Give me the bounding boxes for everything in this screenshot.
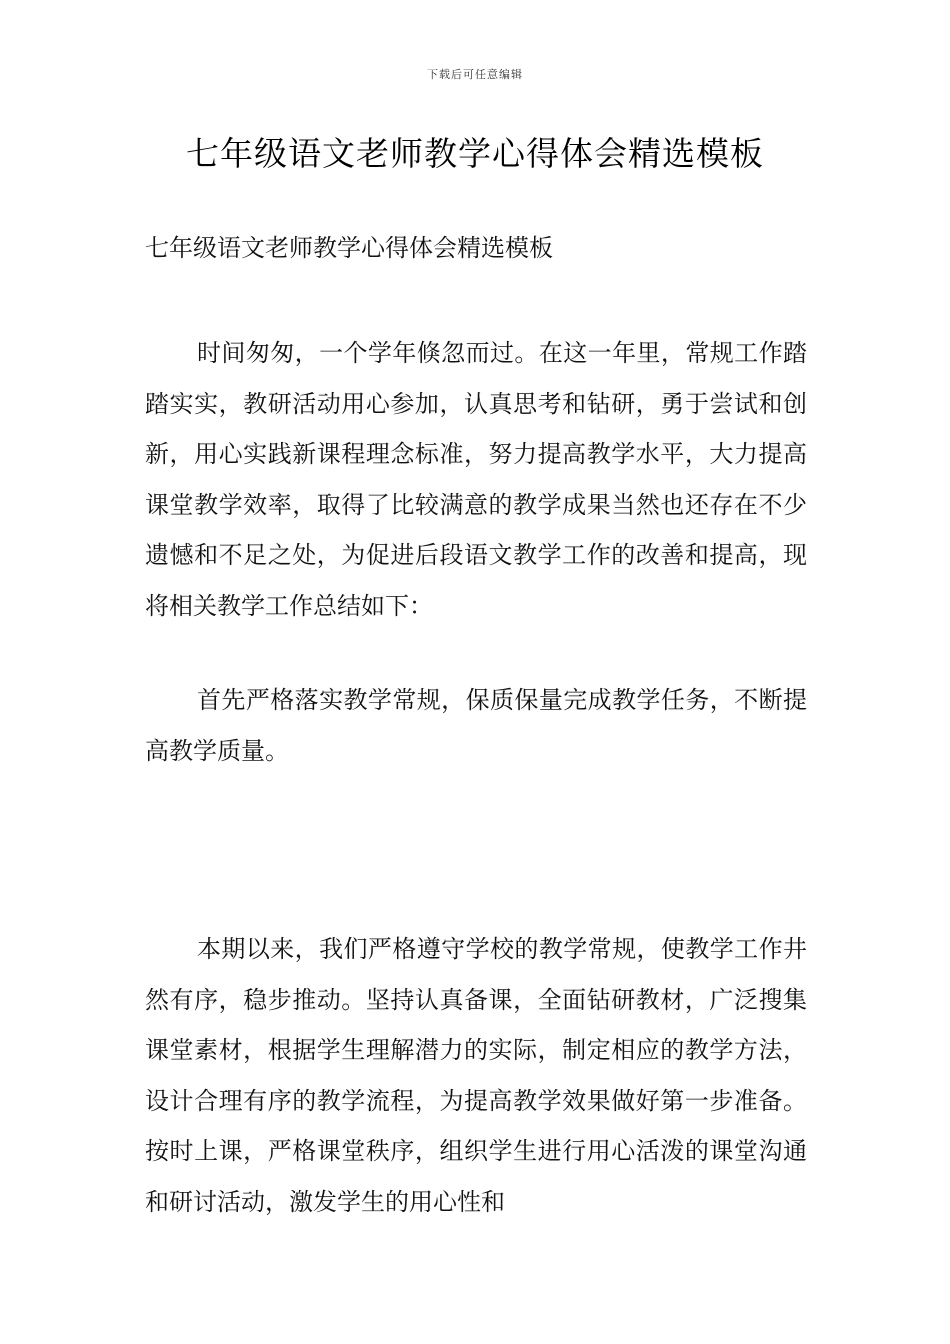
- document-subtitle: 七年级语文老师教学心得体会精选模板: [145, 234, 553, 262]
- body-paragraph: 首先严格落实教学常规，保质保量完成教学任务，不断提高教学质量。: [145, 686, 807, 765]
- body-paragraph: 时间匆匆，一个学年倏忽而过。在这一年里，常规工作踏踏实实，教研活动用心参加，认真思考和钻研，勇于尝试和创新，用心实践新课程理念标准，努力提高教学水平，大力提高课堂教学效率，取得了比较满意的教学成果当然也还存在不少遗憾和不足之处，为促进后段语文教学工作的改善和提高，现将相关教学工作总结如下：: [145, 339, 807, 620]
- document-title: 七年级语文老师教学心得体会精选模板: [186, 134, 764, 173]
- body-paragraph: 本期以来，我们严格遵守学校的教学常规，使教学工作井然有序，稳步推动。坚持认真备课，全面钻研教材，广泛搜集课堂素材，根据学生理解潜力的实际，制定相应的教学方法，设计合理有序的教学流程，为提高教学效果做好第一步准备。按时上课，严格课堂秩序，组织学生进行用心活泼的课堂沟通和研讨活动，激发学生的用心性和: [145, 935, 807, 1216]
- header-note: 下载后可任意编辑: [427, 68, 523, 81]
